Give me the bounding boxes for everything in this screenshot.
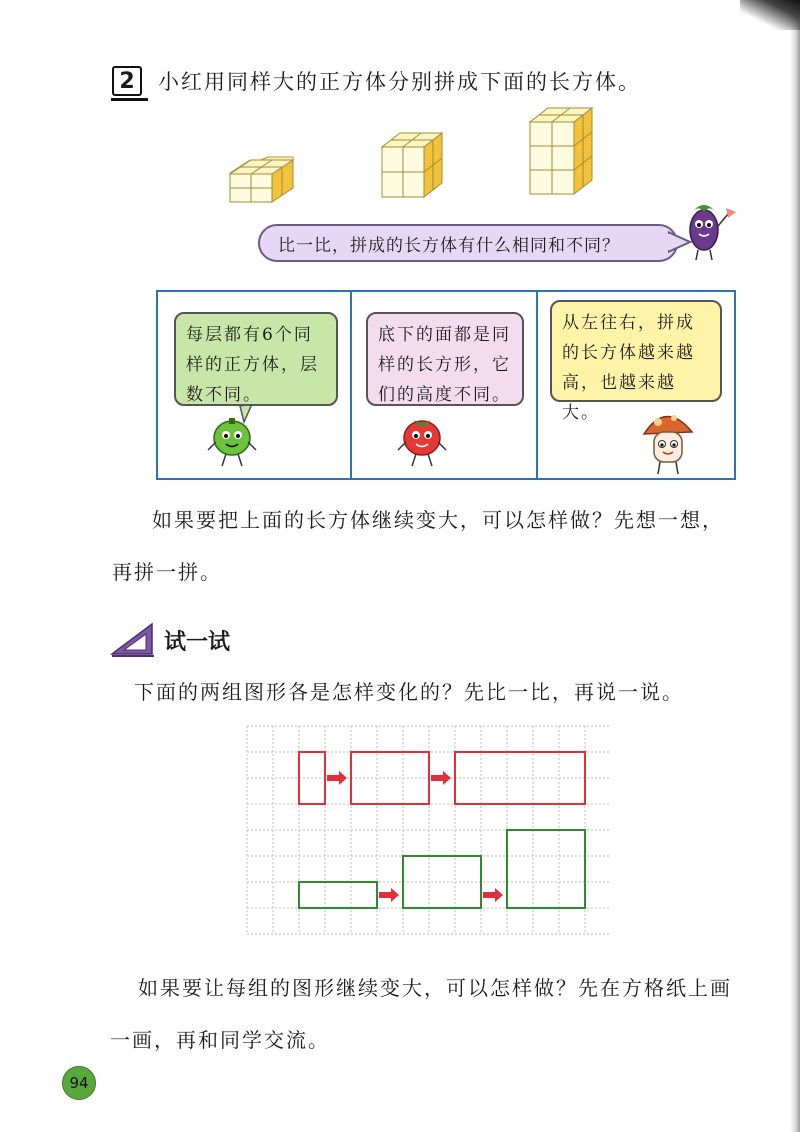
observation-text-1: 每层都有6个同样的正方体，层数不同。 xyxy=(186,325,319,405)
grid-figure xyxy=(244,723,610,953)
eggplant-character-icon xyxy=(682,192,738,262)
question-number-box: 2 xyxy=(112,66,142,96)
observation-panel-3 xyxy=(538,292,734,478)
red-arrow xyxy=(327,771,347,785)
observation-panel-2 xyxy=(352,292,536,478)
paragraph-draw-bigger: 如果要让每组的图形继续变大，可以怎样做？先在方格纸上画一画，再和同学交流。 xyxy=(110,976,732,1052)
compare-prompt-text: 比一比，拼成的长方体有什么相同和不同？ xyxy=(278,235,620,256)
cuboid-illustrations xyxy=(0,0,800,220)
try-instruction: 下面的两组图形各是怎样变化的？先比一比，再说一说。 xyxy=(134,680,684,704)
observation-panel-1 xyxy=(158,292,350,478)
green-pepper-icon xyxy=(206,406,266,476)
observation-bubble-2 xyxy=(366,312,524,406)
question-text: 小红用同样大的正方体分别拼成下面的长方体。 xyxy=(158,70,641,94)
cuboid-one-layer xyxy=(230,157,293,202)
paragraph-enlarge-cuboid: 如果要把上面的长方体继续变大，可以怎样做？先想一想，再拼一拼。 xyxy=(112,508,724,584)
mushroom-icon xyxy=(636,404,700,478)
observation-text-3: 从左往右，拼成的长方体越来越高，也越来越大。 xyxy=(562,313,695,423)
observation-text-2: 底下的面都是同样的长方形，它们的高度不同。 xyxy=(378,325,511,405)
observation-bubble-1 xyxy=(174,312,338,406)
page-number: 94 xyxy=(62,1066,96,1100)
red-arrow xyxy=(483,888,503,902)
cuboid-two-layers xyxy=(382,133,442,197)
try-section-title: 试一试 xyxy=(164,629,231,655)
tomato-icon xyxy=(396,406,456,476)
green-rectangle xyxy=(507,830,585,908)
red-arrow xyxy=(379,888,399,902)
triangle-ruler-icon xyxy=(110,622,156,658)
observations-panel xyxy=(156,290,736,480)
observation-bubble-3 xyxy=(550,300,722,423)
cuboid-three-layers xyxy=(530,108,592,194)
red-rectangle xyxy=(351,752,429,804)
green-rectangle xyxy=(299,882,377,908)
red-arrow xyxy=(431,771,451,785)
compare-speech-bubble xyxy=(258,224,678,262)
green-rectangle xyxy=(403,856,481,908)
try-section-header xyxy=(110,622,230,658)
